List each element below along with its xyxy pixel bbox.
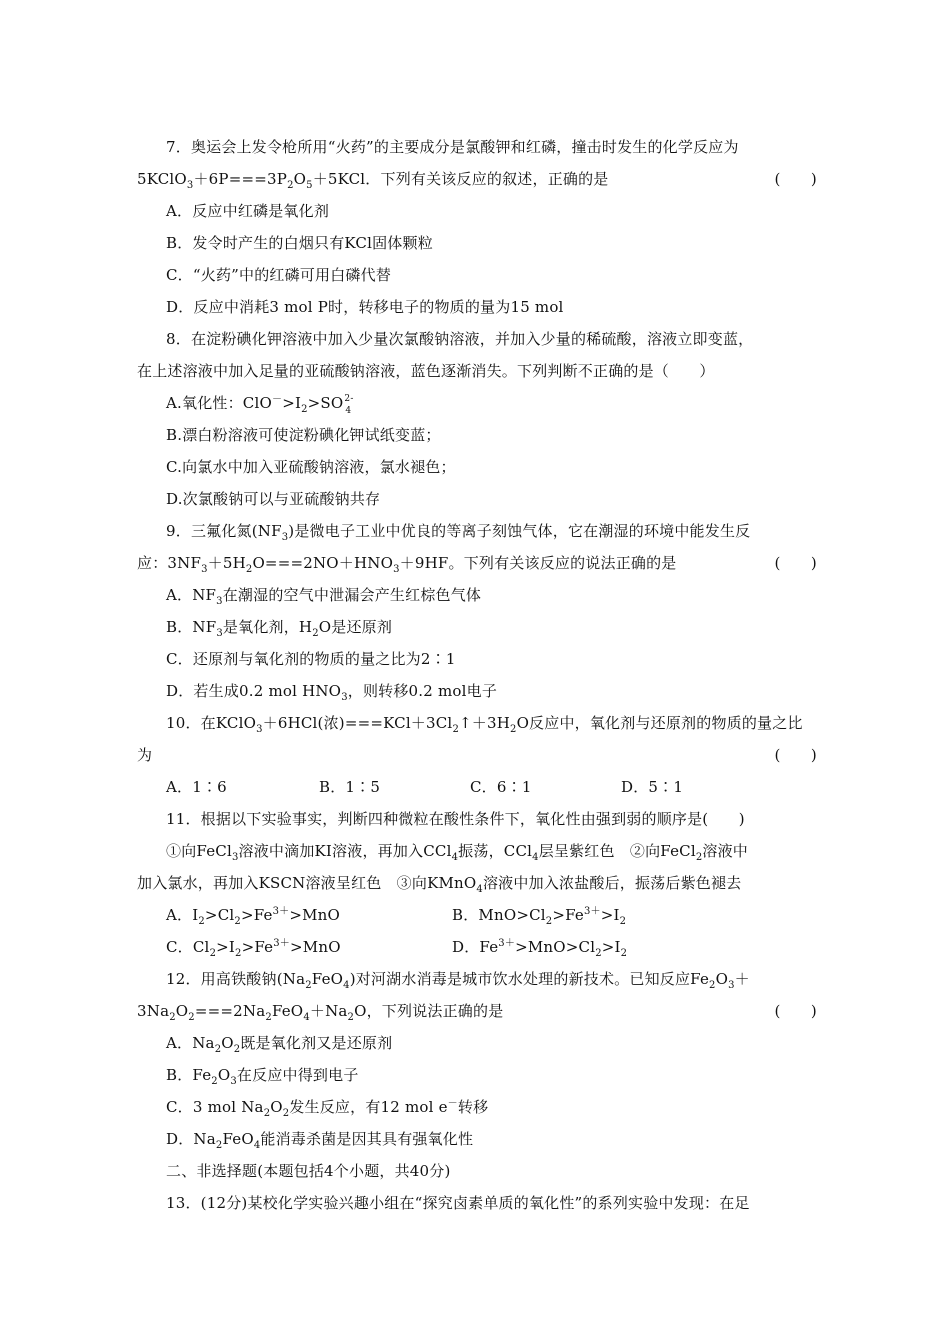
sup: 3＋	[273, 938, 290, 949]
q9-option-c	[166, 649, 817, 669]
text: O	[221, 1034, 234, 1052]
text: >I	[600, 906, 620, 924]
q9-stem-line-2	[137, 553, 817, 573]
text: 转移	[457, 1098, 489, 1116]
q10-option-b: B．1∶5	[319, 778, 381, 796]
q8-option-d	[166, 489, 817, 509]
sub: 3	[281, 532, 289, 543]
q10-option-c: C．6∶1	[470, 778, 532, 796]
text: >I	[216, 938, 236, 956]
text: 二、非选择题(本题包括4个小题，共40分)	[166, 1162, 451, 1180]
text: )对河湖水消毒是城市饮水处理的新技术。已知反应Fe	[349, 970, 710, 988]
q7-option-b	[166, 233, 817, 253]
sub: 2	[215, 1140, 223, 1151]
text: O	[715, 970, 729, 988]
sub: 2	[198, 916, 205, 927]
sub: 2	[245, 564, 253, 575]
text: C．还原剂与氧化剂的物质的量之比为2∶1	[166, 650, 456, 668]
text: 在上述溶液中加入足量的亚硫酸钠溶液，蓝色逐渐消失。下列判断不正确的是（ ）	[137, 362, 715, 380]
q7-stem-1: 7．奥运会上发令枪所用“火药”的主要成分是氯酸钾和红磷，撞击时发生的化学反应为	[166, 138, 739, 156]
text: ＋5KCl．下列有关该反应的叙述，正确的是	[312, 170, 609, 188]
text: 3Na	[137, 1002, 170, 1020]
text: ===2Na	[194, 1002, 266, 1020]
sup: 3＋	[498, 938, 516, 949]
text: 既是氧化剂又是还原剂	[240, 1034, 393, 1052]
text: 振荡，CCl	[458, 842, 533, 860]
text: ①向FeCl	[166, 842, 232, 860]
sub: 3	[216, 628, 223, 639]
q8-stem-line-1	[166, 329, 817, 349]
sub: 3	[393, 564, 400, 575]
q12-option-a	[166, 1033, 817, 1053]
text: D．反应中消耗3 mol P时，转移电子的物质的量为15 mol	[166, 298, 564, 316]
text: >MnO	[289, 906, 341, 924]
q11-fact-line-2	[137, 873, 817, 893]
q10-stem-line-2	[137, 745, 817, 765]
text: 应：3NF	[137, 554, 202, 572]
text: 溶液中滴加KI溶液，再加入CCl	[238, 842, 452, 860]
text: ＋5H	[207, 554, 246, 572]
sub: 2	[510, 724, 517, 735]
sup: 3＋	[272, 906, 290, 917]
sub: 2	[595, 948, 602, 959]
text: 加入氯水，再加入KSCN溶液呈红色 ③向KMnO	[137, 874, 477, 892]
sub: 2	[265, 1012, 272, 1023]
text: O	[217, 1066, 231, 1084]
text: 5KClO	[137, 170, 187, 188]
text: 溶液中加入浓盐酸后，振荡后紫色褪去	[482, 874, 742, 892]
text: 是氧化剂，H	[222, 618, 313, 636]
text: FeO	[311, 970, 344, 988]
sub: 4	[532, 852, 539, 863]
sub: 3	[216, 596, 223, 607]
q8-option-c	[166, 457, 817, 477]
text: FeO	[271, 1002, 304, 1020]
sub: 3	[341, 692, 348, 703]
text: >Cl	[204, 906, 235, 924]
text: A．NF	[166, 586, 217, 604]
answer-paren: ( )	[774, 554, 817, 572]
answer-paren: ( )	[774, 746, 817, 764]
sub: 2	[305, 980, 312, 991]
text: B.漂白粉溶液可使淀粉碘化钾试纸变蓝；	[166, 426, 441, 444]
text: ＋9HF。下列有关该反应的说法正确的是	[399, 554, 677, 572]
text: >Fe	[241, 938, 274, 956]
sub: 2	[287, 180, 294, 191]
text: ↑＋3H	[459, 714, 510, 732]
sub: 4	[345, 406, 352, 416]
q9-option-a	[166, 585, 817, 605]
text: D．Fe	[452, 938, 499, 956]
text: ＋6HCl(浓)===KCl＋3Cl	[262, 714, 453, 732]
text: >I	[601, 938, 621, 956]
text: 12．用高铁酸钠(Na	[166, 970, 306, 988]
text: ，则转移0.2 mol电子	[347, 682, 498, 700]
sub: 2	[312, 628, 319, 639]
sub: 2	[214, 1044, 222, 1055]
text: >Fe	[240, 906, 273, 924]
q10-option-d: D．5∶1	[621, 778, 684, 796]
text: O	[293, 170, 307, 188]
sub: 2	[695, 852, 703, 863]
sub: 3	[186, 180, 194, 191]
q8-option-b	[166, 425, 817, 445]
sub: 2	[301, 404, 308, 415]
q8-stem-line-2	[137, 361, 817, 381]
q11-stem	[166, 809, 817, 829]
text: B．NF	[166, 618, 217, 636]
sup: －	[271, 394, 283, 405]
text: D．Na	[166, 1130, 216, 1148]
section-2-title	[166, 1161, 817, 1181]
text: >I	[282, 394, 302, 412]
text: ＋Na	[309, 1002, 348, 1020]
sub: 2	[452, 724, 459, 735]
text: A.氧化性：ClO	[166, 394, 272, 412]
text: B．Fe	[166, 1066, 212, 1084]
sub: 3	[231, 852, 239, 863]
sup: －	[447, 1098, 458, 1109]
q9-option-d	[166, 681, 817, 701]
text: 层呈紫红色 ②向FeCl	[538, 842, 696, 860]
q12-stem-line-2	[137, 1001, 817, 1021]
q7-stem-line-1	[166, 137, 817, 157]
sub: 3	[201, 564, 208, 575]
text: B．发令时产生的白烟只有KCl固体颗粒	[166, 234, 433, 252]
text: ＋6P===3P	[193, 170, 288, 188]
q11-fact-line-1	[166, 841, 817, 861]
sub: 2	[234, 916, 241, 927]
sub: 2	[169, 1012, 176, 1023]
q11-option-a	[166, 905, 340, 925]
text: C.向氯水中加入亚硫酸钠溶液，氯水褪色；	[166, 458, 456, 476]
text: D.次氯酸钠可以与亚硫酸钠共存	[166, 490, 381, 508]
text: ＋	[734, 970, 750, 988]
text: 8．在淀粉碘化钾溶液中加入少量次氯酸钠溶液，并加入少量的稀硫酸，溶液立即变蓝，	[166, 330, 754, 348]
text: >SO	[307, 394, 344, 412]
text: C．Cl	[166, 938, 210, 956]
q11-option-d	[452, 937, 627, 957]
sub: 2	[282, 1108, 290, 1119]
answer-paren: ( )	[774, 170, 817, 188]
text: >MnO>Cl	[515, 938, 596, 956]
sup: 3＋	[584, 906, 601, 917]
q10-option-a: A．1∶6	[166, 778, 227, 796]
q12-stem-line-1	[166, 969, 817, 989]
text: 13．(12分)某校化学实验兴趣小组在“探究卤素单质的氧化性”的系列实验中发现：在足	[166, 1194, 750, 1212]
q13-stem	[166, 1193, 817, 1213]
sub: 4	[451, 852, 459, 863]
sub: 2	[188, 1012, 195, 1023]
q10-stem-line-1	[166, 713, 817, 733]
text: >MnO	[290, 938, 341, 956]
sub: 4	[476, 884, 483, 895]
text: FeO	[222, 1130, 254, 1148]
text: C．3 mol Na	[166, 1098, 264, 1116]
text: 在反应中得到电子	[236, 1066, 359, 1084]
sub: 2	[211, 1076, 218, 1087]
sub: 2	[347, 1012, 355, 1023]
sub: 4	[303, 1012, 310, 1023]
sub: 5	[306, 180, 313, 191]
q12-option-b	[166, 1065, 817, 1085]
text: O	[270, 1098, 283, 1116]
sub: 4	[343, 980, 350, 991]
answer-paren: ( )	[774, 1002, 817, 1020]
text: 11．根据以下实验事实，判断四种微粒在酸性条件下，氧化性由强到弱的顺序是( )	[166, 810, 745, 828]
text: B．MnO>Cl	[452, 906, 546, 924]
text: A．Na	[166, 1034, 215, 1052]
q11-option-c	[166, 937, 341, 957]
sub: 2	[233, 1044, 241, 1055]
sub: 2	[545, 916, 553, 927]
text: A．I	[166, 906, 199, 924]
sub: 2	[709, 980, 716, 991]
text: C．“火药”中的红磷可用白磷代替	[166, 266, 392, 284]
text: >Fe	[552, 906, 584, 924]
sub: 2	[263, 1108, 271, 1119]
sub: 2	[620, 948, 628, 959]
sub: 2	[209, 948, 217, 959]
q7-stem-line-2	[137, 169, 817, 189]
q9-option-b	[166, 617, 817, 637]
sulfate-charge	[343, 393, 354, 416]
text: 发生反应，有12 mol e	[289, 1098, 448, 1116]
text: O是还原剂	[318, 618, 393, 636]
sub: 3	[230, 1076, 237, 1087]
text: 溶液中	[702, 842, 748, 860]
text: 能消毒杀菌是因其具有强氧化性	[260, 1130, 474, 1148]
text: A．反应中红磷是氧化剂	[166, 202, 330, 220]
sub: 2	[619, 916, 627, 927]
text: O===2NO＋HNO	[252, 554, 394, 572]
text: 10．在KClO	[166, 714, 257, 732]
q7-option-a	[166, 201, 817, 221]
q9-stem-line-1	[166, 521, 817, 541]
q11-option-b	[452, 905, 626, 925]
text: O，下列说法正确的是	[354, 1002, 504, 1020]
sub: 3	[728, 980, 735, 991]
text: 为	[137, 746, 153, 764]
sub: 3	[256, 724, 263, 735]
text: O	[175, 1002, 189, 1020]
q12-option-c	[166, 1097, 817, 1117]
text: O反应中，氧化剂与还原剂的物质的量之比	[516, 714, 803, 732]
text: 9．三氟化氮(NF	[166, 522, 282, 540]
sub: 2	[235, 948, 242, 959]
q7-option-d	[166, 297, 817, 317]
text: 在潮湿的空气中泄漏会产生红棕色气体	[222, 586, 482, 604]
sup: 2-	[344, 394, 354, 404]
q8-option-a	[166, 393, 817, 416]
q7-option-c	[166, 265, 817, 285]
text: )是微电子工业中优良的等离子刻蚀气体，它在潮湿的环境中能发生反	[288, 522, 751, 540]
text: D．若生成0.2 mol HNO	[166, 682, 342, 700]
q12-option-d	[166, 1129, 817, 1149]
sub: 4	[253, 1140, 261, 1151]
